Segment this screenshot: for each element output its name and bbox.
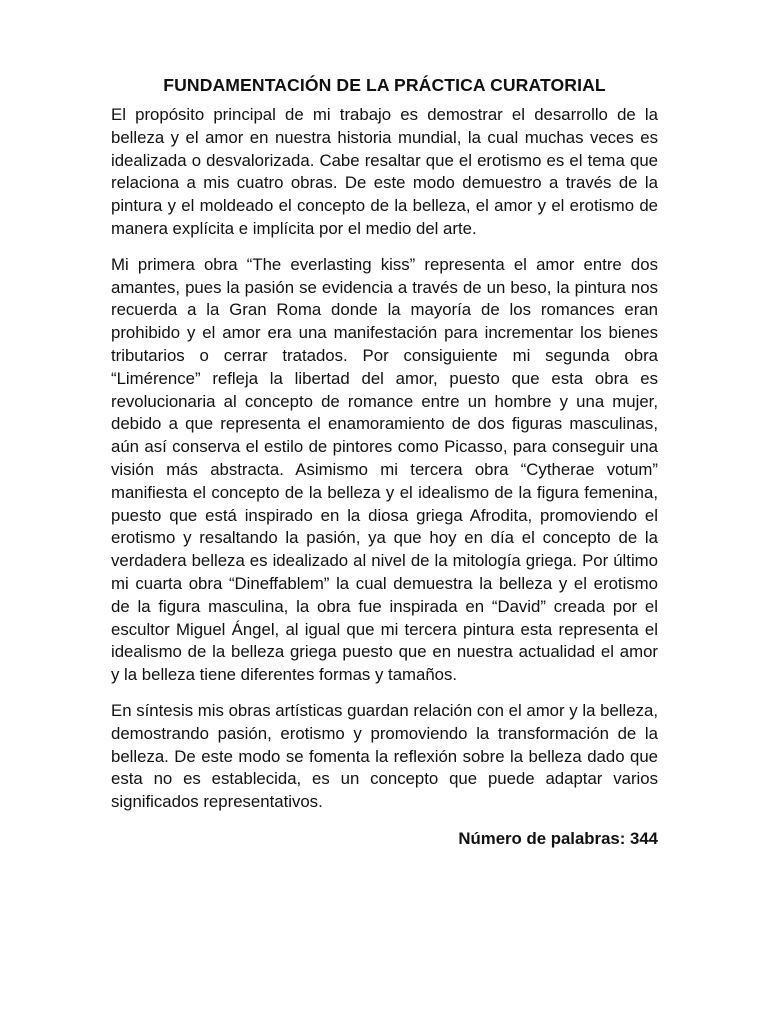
document-page (111, 72, 658, 851)
document-title: FUNDAMENTACIÓN DE LA PRÁCTICA CURATORIAL (163, 75, 606, 95)
word-count: Número de palabras: 344 (458, 828, 658, 848)
paragraph-works-description: Mi primera obra “The everlasting kiss” representa el amor entre dos amantes, pues la pasión se evidencia a través de un beso, la pintura nos recuerda a la Gran Roma donde la mayoría de los romances eran prohibido y el amor era una manifestación para incrementar los bienes tributarios o cerrar tratados. Por consiguiente mi segunda obra “Limérence” refleja la libertad del amor, puesto que esta obra es revolucionaria al concepto de romance entre un hombre y una mujer, debido a que representa el enamoramiento de dos figuras masculinas, aún así conserva el estilo de pintores como Picasso, para conseguir una visión más abstracta. Asimismo mi tercera obra “Cytherae votum” manifiesta el concepto de la belleza y el idealismo de la figura femenina, puesto que está inspirado en la diosa griega Afrodita, promoviendo el erotismo y resaltando la pasión, ya que hoy en día el concepto de la verdadera belleza es idealizado al nivel de la mitología griega. Por último mi cuarta obra “Dineffablem” la cual demuestra la belleza y el erotismo de la figura masculina, la obra fue inspirada en “David” creada por el escultor Miguel Ángel, al igual que mi tercera pintura esta representa el idealismo de la belleza griega puesto que en nuestra actualidad el amor y la belleza tiene diferentes formas y tamaños. (111, 254, 658, 685)
paragraph-introduction: El propósito principal de mi trabajo es demostrar el desarrollo de la belleza y el amor en nuestra historia mundial, la cual muchas veces es idealizada o desvalorizada. Cabe resaltar que el erotismo es el tema que relaciona a mis cuatro obras. De este modo demuestro a través de la pintura y el moldeado el concepto de la belleza, el amor y el erotismo de manera explícita e implícita por el medio del arte. (111, 105, 658, 238)
paragraph-synthesis: En síntesis mis obras artísticas guardan relación con el amor y la belleza, demostrando pasión, erotismo y promoviendo la transformación de la belleza. De este modo se fomenta la reflexión sobre la belleza dado que esta no es establecida, es un concepto que puede adaptar varios significados representativos. (111, 700, 658, 812)
